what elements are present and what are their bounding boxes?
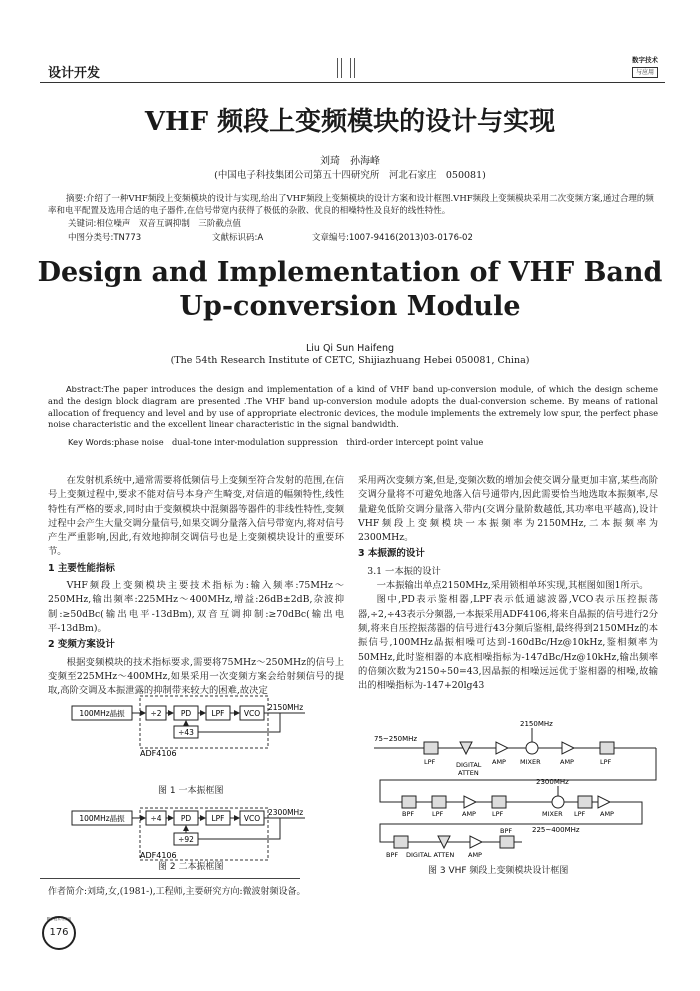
abstract-cn-label: 摘要: (66, 194, 86, 204)
fig3-out-label: 225~400MHz (532, 826, 580, 834)
fig3-r2-5: LPF (574, 810, 586, 818)
footnote-rule (40, 878, 300, 879)
fig1-osc-label: 100MHz晶振 (79, 709, 125, 718)
fig1-div1-label: ÷2 (150, 709, 162, 718)
fig3-r1-4: MIXER (520, 758, 541, 766)
fig3-r2-0: BPF (402, 810, 415, 818)
fig3-r2-2: AMP (462, 810, 476, 818)
fig2-div1-label: ÷4 (150, 814, 162, 823)
section3-heading: 3 本振源的设计 (358, 548, 425, 560)
fig1-pd-label: PD (180, 709, 192, 718)
page-badge-text: 数字技术与应用 (46, 917, 72, 921)
fig3-r3-1: DIGITAL ATTEN (406, 851, 455, 859)
fig2-out-label: 2300MHz (268, 808, 304, 817)
fig2-osc-label: 100MHz晶振 (79, 814, 125, 823)
fig2-pd-label: PD (180, 814, 192, 823)
fig3-r2-1: LPF (432, 810, 444, 818)
column-right (358, 474, 658, 693)
fig3-r1-3: AMP (492, 758, 506, 766)
section2-text: 根据变频模块的技术指标要求,需要将75MHz～250MHz的信号上变频至225MHz～400MHz,如果采用一次变频方案会给射频信号的提取,高阶交调及本振泄露的抑制带来较大的困难,故决定 (48, 656, 344, 697)
fig3-lo2-label: 2300MHz (536, 778, 569, 786)
fig1-chip-label: ADF4106 (140, 749, 177, 756)
fig3-r1-6: LPF (600, 758, 612, 766)
fig3-r3-3: BPF (500, 827, 513, 835)
authors-cn: 刘琦 孙海峰 (320, 156, 380, 167)
doc-code: 文献标识码:A (212, 233, 264, 243)
title-en (0, 256, 700, 324)
fig3-r3-0: BPF (386, 851, 399, 859)
keywords-cn (68, 217, 241, 229)
section1-text: VHF频段上变频模块主要技术指标为:输入频率:75MHz～250MHz,输出频率:225MHz～400MHz,增益:26dB±2dB,杂波抑制:≥50dBc(输出电平-13dBm),双音互调抑制:≥70dBc(输出电平-13dBm)。 (48, 580, 344, 634)
fig3-r1-2: ATTEN (458, 769, 479, 777)
keywords-en-label: Key Words: (68, 437, 115, 447)
abstract-en-label: Abstract: (66, 384, 104, 394)
keywords-en-text: phase noise dual-tone inter-modulation suppression third-order intercept point value (114, 437, 484, 447)
fig2-vco-label: VCO (243, 814, 261, 823)
figure1-caption: 图 1 一本振框图 (158, 786, 224, 796)
section31-para2: 图中,PD表示鉴相器,LPF表示低通滤波器,VCO表示压控振荡器,÷2,÷43表示分频器,一本振采用ADF4106,将来自晶振的信号进行2分频,将来自压控振荡器的信号进行43分频后鉴相,最终得到2150MHz的本振信号,100MHz晶振相噪可达到-160dBc/Hz@10kHz,鉴相频率为50MHz,此时鉴相器的本底相噪指标为-147dBc/Hz@10kHz,输出频率的倍频次数为2150÷50=43,因晶振的相噪远远优于鉴相器的相噪,故输出的相噪指标为-147+20lg43 (358, 594, 658, 692)
fig3-r1-0: LPF (424, 758, 436, 766)
fig3-r1-1: DIGITAL (456, 761, 482, 769)
journal-logo (600, 56, 658, 82)
section31-heading: 3.1 一本振的设计 (367, 565, 441, 577)
article-number: 文章编号:1007-9416(2013)03-0176-02 (312, 233, 473, 243)
abstract-en-text: The paper introduces the design and implementation of a kind of VHF band up-conversion module, of which the design scheme and the design block diagram are presented .The VHF band up-conversion module adopts the dual-conversion scheme. By means of rational allocation of frequency and level and by use of appropriate electronic devices, the module implements the extremely low spur, the perfect phase noise characteristic and the excellent linear characteristic in the signal bandwidth. (48, 384, 658, 430)
header-bars (337, 58, 363, 82)
fig1-div2-label: ÷43 (178, 728, 194, 737)
page-number: 176 (42, 916, 76, 950)
section2-continued: 采用两次变频方案,但是,变频次数的增加会使交调分量更加丰富,某些高阶交调分量将不可避免地落入信号通带内,因此需要恰当地选取本振频率,尽量避免低阶交调分量落入带内(交调分量阶数越低,其功率电平越高),设计VHF频段上变频模块一本振频率为2150MHz,二本振频率为2300MHz。 (358, 475, 658, 544)
fig3-r2-3: LPF (492, 810, 504, 818)
abstract-cn (48, 193, 658, 217)
fig3-r3-2: AMP (468, 851, 482, 859)
section31-para1: 一本振输出单点2150MHz,采用锁相单环实现,其框图如图1所示。 (376, 580, 649, 592)
section2-heading: 2 变频方案设计 (48, 639, 115, 651)
intro-paragraph: 在发射机系统中,通常需要将低频信号上变频至符合发射的范围,在信号上变频过程中,要求不能对信号本身产生畸变,对信道的幅频特性,线性特性有严格的要求,同时由于变频模块中混频器等器件的非线性特性,变频过程中会产生大量交调分量信号,如果交调分量落入信号带宽内,将对信号产生严重影响,因此,有效地抑制交调信号也是上变频模块设计的重要环节。 (48, 475, 344, 558)
brand-line2: 与应用 (632, 67, 658, 78)
abstract-en (48, 384, 658, 431)
fig3-r2-4: MIXER (542, 810, 563, 818)
header-rule (40, 82, 665, 83)
authors-en: Liu Qi Sun Haifeng (305, 343, 395, 354)
section-label: 设计开发 (48, 66, 101, 81)
section1-heading: 1 主要性能指标 (48, 562, 115, 574)
fig3-lo1-label: 2150MHz (520, 720, 553, 728)
fig3-r2-6: AMP (600, 810, 614, 818)
fig3-r1-5: AMP (560, 758, 574, 766)
clc-number: 中图分类号:TN773 (68, 233, 142, 243)
figure2-caption: 图 2 二本振框图 (158, 862, 224, 872)
fig1-vco-label: VCO (243, 709, 261, 718)
fig3-in-label: 75~250MHz (374, 735, 418, 743)
fig2-div2-label: ÷92 (178, 835, 194, 844)
title-cn: VHF 频段上变频模块的设计与实现 (144, 107, 556, 137)
fig1-chip-outline (140, 696, 268, 748)
author-bio: 作者简介:刘琦,女,(1981-),工程师,主要研究方向:微波射频设备。 (48, 887, 306, 897)
keywords-cn-label: 关键词: (68, 219, 97, 229)
keywords-cn-text: 相位噪声 双音互调抑制 三阶截点值 (96, 219, 241, 229)
brand-line1: 数字技术 (632, 56, 658, 64)
figure3-caption: 图 3 VHF 频段上变频模块设计框图 (428, 866, 569, 876)
column-left (48, 474, 344, 698)
figure3-diagram (372, 718, 658, 860)
affiliation-cn: (中国电子科技集团公司第五十四研究所 河北石家庄 050081) (214, 170, 486, 181)
abstract-cn-text: 介绍了一种VHF频段上变频模块的设计与实现,给出了VHF频段上变频模块的设计方案和设计框图.VHF频段上变频模块采用二次变频方案,通过合理的频率和电平配置及选用合适的电子器件,在信号带宽内获得了极低的杂散、优良的相噪特性及良好的线性特性。 (48, 194, 654, 216)
figure1-diagram (70, 694, 320, 756)
fig1-out-label: 2150MHz (268, 703, 304, 712)
fig1-lpf-label: LPF (211, 709, 225, 718)
keywords-en (68, 436, 483, 448)
fig2-lpf-label: LPF (211, 814, 225, 823)
fig2-chip-label: ADF4106 (140, 851, 177, 860)
title-en-line1: Design and Implementation of VHF Band (37, 257, 663, 288)
title-en-line2: Up-conversion Module (179, 291, 521, 322)
affiliation-en: (The 54th Research Institute of CETC, Shijiazhuang Hebei 050081, China) (170, 355, 530, 366)
